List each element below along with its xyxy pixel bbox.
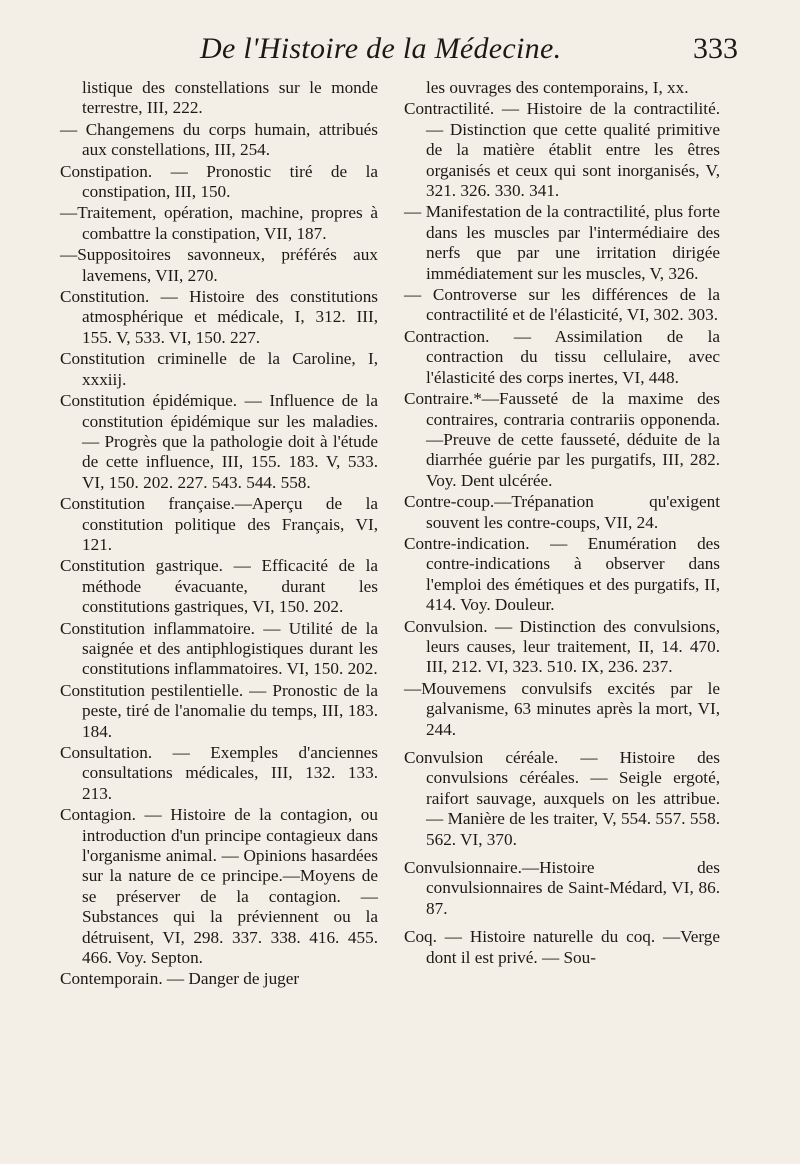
index-entry: Contemporain. — Danger de juger: [60, 969, 300, 989]
index-entry: Convulsion céréale. — Histoire des convulsions céréales. — Seigle ergoté, raifort sauvage, auxquels on les attribue. — Manière de les traiter, V, 554. 557. 558. 562. VI, 370.: [404, 748, 720, 849]
page-header: [60, 30, 738, 74]
index-subentry: — Changemens du corps humain, attribués aux constellations, III, 254.: [60, 119, 378, 160]
index-entry: listique des constellations sur le monde terrestre, III, 222.: [82, 78, 378, 118]
page-number: 333: [693, 32, 738, 65]
index-subentry: — Manifestation de la contractilité, plus forte dans les muscles par l'intermédiaire des nerfs que par une irritation dirigée immédiatement sur les muscles, V, 326.: [404, 202, 720, 283]
index-entry: Constitution gastrique. — Efficacité de la méthode évacuante, durant les constitutions gastriques, VI, 150. 202.: [60, 556, 378, 617]
index-entry: Contraction. — Assimilation de la contraction du tissu cellulaire, avec l'élasticité des corps inertes, VI, 448.: [404, 326, 720, 387]
index-entry: Constitution inflammatoire. — Utilité de la saignée et des antiphlogistiques durant les constitutions inflammatoires. VI, 150. 202.: [60, 618, 378, 679]
index-entry: Constitution pestilentielle. — Pronostic de la peste, tiré de l'anomalie du temps, III, 183. 184.: [60, 680, 378, 741]
index-entry: Contractilité. — Histoire de la contractilité. — Distinction que cette qualité primitive de la matière établit entre les êtres organisés et ceux qui sont inorganisés, V, 321. 326. 330. 341.: [404, 99, 720, 201]
index-entry: les ouvrages des contemporains, I, xx.: [426, 78, 689, 97]
index-subentry: —Mouvemens convulsifs excités par le galvanisme, 63 minutes après la mort, VI, 244.: [404, 678, 720, 739]
index-entry: Constipation. — Pronostic tiré de la constipation, III, 150.: [60, 161, 378, 202]
index-entry: Contre-indication. — Enumération des contre-indications à observer dans l'emploi des émétiques et des purgatifs, II, 414. Voy. Douleur.: [404, 533, 720, 615]
left-column: [60, 78, 378, 991]
index-subentry: — Controverse sur les différences de la contractilité et de l'élasticité, VI, 302. 303.: [404, 285, 720, 325]
running-title: De l'Histoire de la Médecine.: [200, 32, 562, 65]
index-entry: Convulsion. — Distinction des convulsions, leurs causes, leur traitement, II, 14. 470. III, 212. VI, 323. 510. IX, 236. 237.: [404, 616, 720, 677]
index-entry: Constitution. — Histoire des constitutions atmosphérique et médicale, I, 312. III, 155. V, 533. VI, 150. 227.: [60, 287, 378, 347]
right-column: [404, 78, 720, 969]
index-entry: Coq. — Histoire naturelle du coq. —Verge dont il est privé. — Sou-: [404, 927, 720, 967]
index-entry: Consultation. — Exemples d'anciennes consultations médicales, III, 132. 133. 213.: [60, 743, 378, 803]
index-entry: Contagion. — Histoire de la contagion, ou introduction d'un principe contagieux dans l'organisme animal. — Opinions hasardées sur la nature de ce principe.—Moyens de se préserver de la contagion. — Substances qui la préviennent ou la détruisent, VI, 298. 337. 338. 416. 455. 466. Voy. Septon.: [60, 805, 378, 968]
index-subentry: —Traitement, opération, machine, propres à combattre la constipation, VII, 187.: [60, 203, 378, 243]
index-subentry: —Suppositoires savonneux, préférés aux lavemens, VII, 270.: [60, 245, 378, 285]
index-entry: Convulsionnaire.—Histoire des convulsionnaires de Saint-Médard, VI, 86. 87.: [404, 858, 720, 918]
index-entry: Constitution criminelle de la Caroline, I, xxxiij.: [60, 349, 378, 389]
index-entry: Contraire.*—Fausseté de la maxime des contraires, contraria contrariis opponenda.—Preuve de cette fausseté, déduite de la diarrhée guérie par les purgatifs, III, 282. Voy. Dent ulcérée.: [404, 389, 720, 490]
index-entry: Contre-coup.—Trépanation qu'exigent souvent les contre-coups, VII, 24.: [404, 492, 720, 532]
index-entry: Constitution épidémique. — Influence de la constitution épidémique sur les maladies. — Progrès que la pathologie doit à l'étude de cette influence, III, 155. 183. V, 533. VI, 150. 202. 227. 543. 544. 558.: [60, 391, 378, 492]
index-entry: Constitution française.—Aperçu de la constitution politique des Français, VI, 121.: [60, 494, 378, 554]
